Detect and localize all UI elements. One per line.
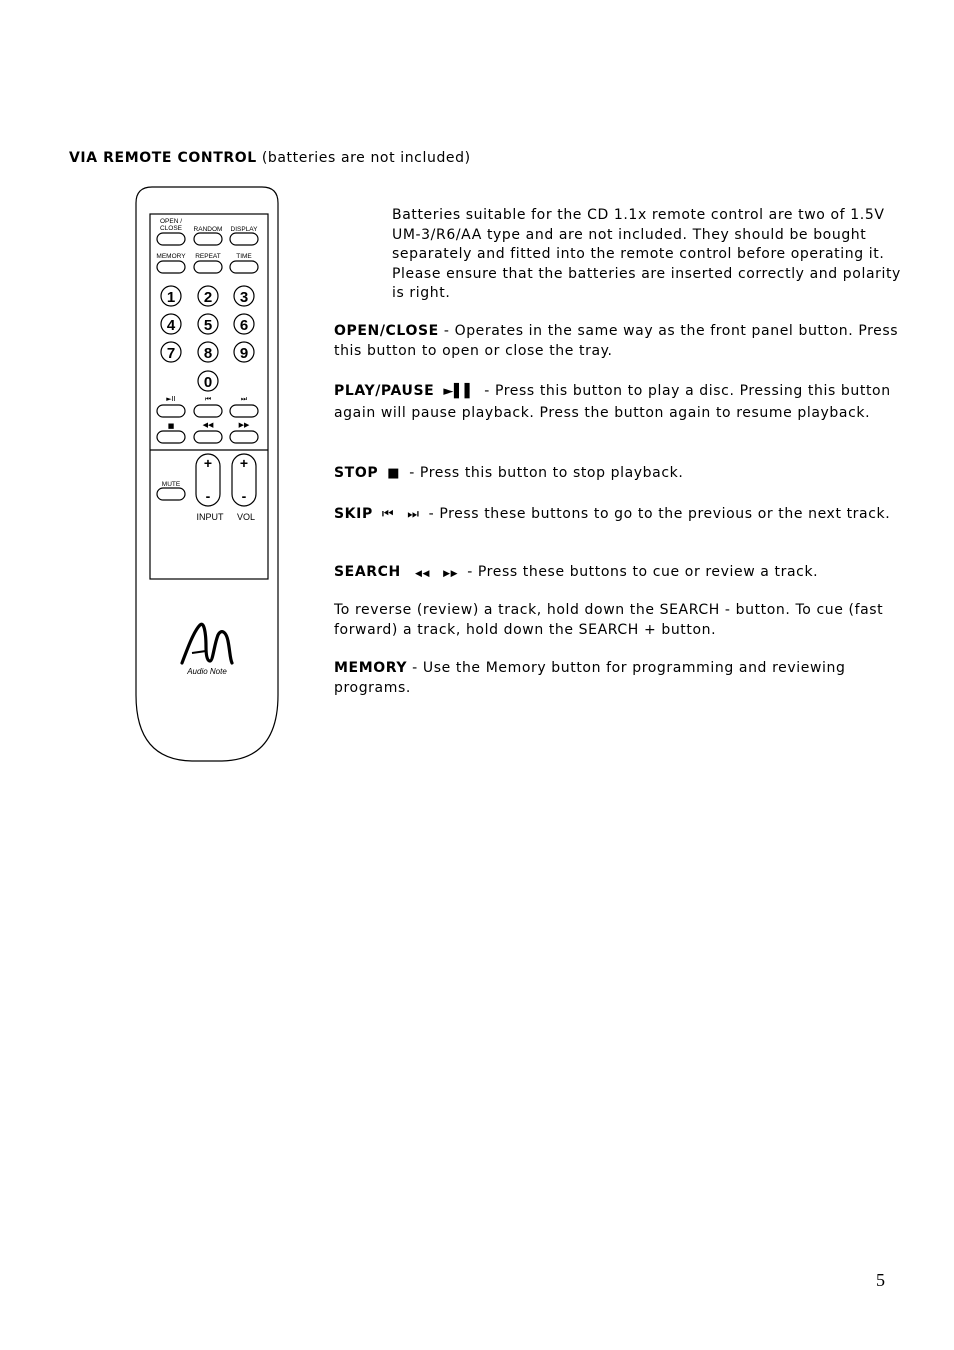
open-close-label: OPEN/CLOSE	[334, 323, 439, 339]
play-pause-label: PLAY/PAUSE	[334, 383, 435, 399]
open-close-paragraph	[334, 322, 914, 361]
remote-memory-label: MEMORY	[156, 253, 186, 260]
skip-prev-icon: ⏮	[381, 507, 395, 522]
remote-display-label: DISPLAY	[230, 226, 258, 233]
stop-paragraph	[334, 464, 914, 484]
remote-open-label: OPEN /	[159, 218, 183, 225]
remote-mute-label: MUTE	[161, 481, 181, 488]
remote-digit-1: 1	[166, 289, 176, 306]
memory-label: MEMORY	[334, 660, 408, 676]
remote-digit-9: 9	[239, 345, 249, 362]
search-paragraph	[334, 563, 914, 585]
intro-paragraph: Batteries suitable for the CD 1.1x remote control are two of 1.5V UM-3/R6/AA type and are not included. They should be bought separately and fitted into the remote control before operating it. Please ensure that the batteries are inserted correctly and polarity is right.	[392, 207, 901, 301]
search-forward-icon: ▶▶	[443, 569, 459, 579]
remote-control-illustration	[134, 185, 280, 765]
open-close-text: - Operates in the same way as the front panel button. Press this button to open or close the tray.	[334, 323, 899, 359]
remote-digit-7: 7	[166, 345, 176, 362]
remote-digit-4: 4	[166, 317, 176, 334]
memory-paragraph	[334, 659, 914, 698]
remote-input-plus: +	[203, 455, 213, 471]
remote-input-label: INPUT	[196, 512, 224, 522]
page-number: 5	[876, 1270, 885, 1290]
remote-random-label: RANDOM	[193, 226, 223, 233]
remote-time-label: TIME	[236, 253, 252, 260]
remote-close-label: CLOSE	[159, 225, 183, 232]
remote-vol-label: VOL	[236, 512, 256, 522]
heading-title: VIA REMOTE CONTROL	[69, 150, 257, 166]
remote-vol-plus: +	[239, 455, 249, 471]
stop-icon: ■	[387, 466, 401, 481]
search-label: SEARCH	[334, 564, 401, 580]
audio-note-logo-icon	[182, 624, 232, 676]
stop-label: STOP	[334, 465, 379, 481]
skip-paragraph	[334, 505, 914, 525]
memory-text: - Use the Memory button for programming and reviewing programs.	[334, 660, 846, 696]
remote-digit-2: 2	[203, 289, 213, 306]
remote-repeat-label: REPEAT	[195, 253, 221, 260]
skip-label: SKIP	[334, 506, 373, 522]
play-pause-text: - Press this button to play a disc. Pressing this button again will pause playback. Press the button again to resume playback.	[334, 383, 891, 421]
remote-vol-minus: -	[241, 488, 247, 504]
remote-digit-8: 8	[203, 345, 213, 362]
remote-rewind-icon: ◀◀	[202, 421, 214, 429]
logo-text: Audio Note	[187, 667, 227, 676]
reverse-paragraph: To reverse (review) a track, hold down the SEARCH - button. To cue (fast forward) a track, hold down the SEARCH + button.	[334, 602, 884, 638]
remote-digit-0: 0	[203, 374, 213, 391]
stop-text: - Press this button to stop playback.	[409, 465, 684, 481]
search-rewind-icon: ◀◀	[414, 569, 431, 579]
heading-note: (batteries are not included)	[261, 150, 471, 166]
play-pause-icon: ►▌▌	[443, 384, 476, 399]
remote-skip-prev-icon: ⏮	[204, 395, 212, 403]
play-pause-paragraph	[334, 381, 914, 423]
remote-play-pause-icon: ►II	[166, 395, 176, 403]
remote-digit-5: 5	[203, 317, 213, 334]
search-text: - Press these buttons to cue or review a track.	[467, 564, 819, 580]
skip-text: - Press these buttons to go to the previous or the next track.	[428, 506, 891, 522]
remote-stop-icon: ■	[167, 422, 175, 430]
skip-next-icon: ⏭	[407, 507, 420, 522]
remote-input-minus: -	[205, 488, 211, 504]
remote-fast-forward-icon: ▶▶	[238, 421, 250, 429]
remote-digit-3: 3	[239, 289, 249, 306]
remote-digit-6: 6	[239, 317, 249, 334]
remote-skip-next-icon: ⏭	[240, 395, 248, 403]
section-heading	[69, 150, 471, 166]
